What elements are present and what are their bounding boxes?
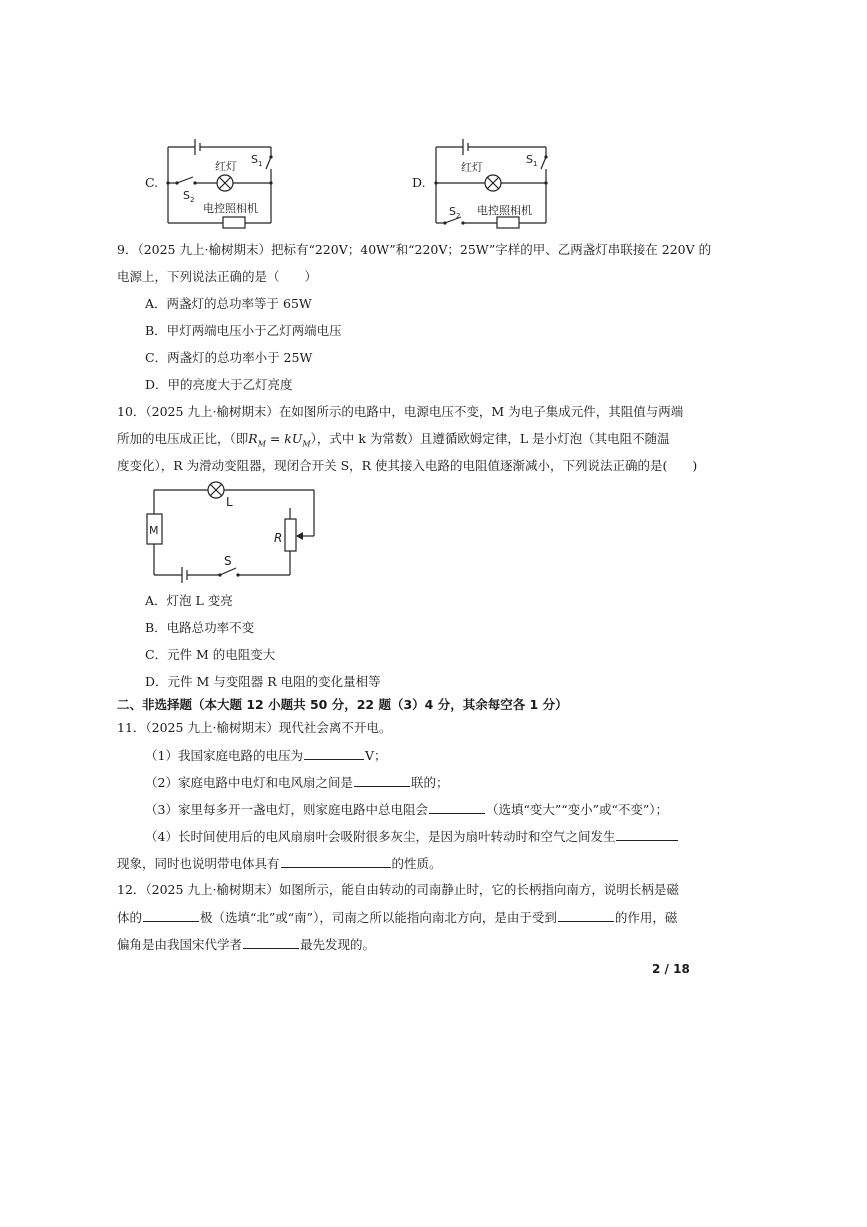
q10-formula: $R_M = kU_M$ (248, 431, 311, 449)
answer-blank[interactable] (143, 908, 199, 922)
q12-stem-line1: 12．（2025 九上·榆树期末）如图所示，能自由转动的司南静止时，它的长柄指向南方，说明长柄是磁 (117, 882, 679, 897)
answer-blank[interactable] (304, 746, 364, 760)
red-lamp-label: 红灯 (215, 160, 237, 173)
q9-option-d: D．甲的亮度大于乙灯亮度 (145, 377, 293, 392)
q9-option-c: C．两盏灯的总功率小于 25W (145, 350, 313, 365)
lamp-l-label: L (226, 495, 233, 509)
answer-blank[interactable] (243, 935, 299, 949)
q10-stem-line2 (117, 430, 670, 454)
q12-stem-line2: 体的 极（选填“北”或“南”），司南之所以能指向南北方向，是由于受到 的作用，磁 (117, 910, 678, 925)
option-d-label: D. (412, 175, 426, 190)
rheostat-r-label: R (274, 531, 283, 545)
q11-part2: （2）家庭电路中电灯和电风扇之间是 联的； (145, 775, 449, 790)
section-heading: 二、非选择题（本大题 12 小题共 50 分，22 题（3）4 分，其余每空各 1 分） (117, 697, 568, 712)
q11-stem: 11．（2025 九上·榆树期末）现代社会离不开电。 (117, 720, 392, 735)
q10-option-d: D．元件 M 与变阻器 R 电阻的变化量相等 (145, 674, 381, 689)
s2-sub: 2 (455, 212, 461, 220)
option-c-label: C. (145, 175, 159, 190)
q11-part3: （3）家里每多开一盏电灯，则家庭电路中总电阻会 （选填“变大”“变小”或“不变”）； (145, 802, 669, 817)
circuit-diagram-q10 (140, 478, 325, 583)
answer-blank[interactable] (354, 773, 410, 787)
q10-option-a: A．灯泡 L 变亮 (145, 593, 233, 608)
s1-label: S (526, 153, 533, 166)
s1-label: S (251, 153, 258, 166)
camera-label: 电控照相机 (477, 204, 532, 217)
circuit-diagram-d (433, 135, 553, 230)
camera-label: 电控照相机 (203, 202, 258, 215)
svg-text:S2 (449, 205, 460, 220)
element-m-label: M (149, 524, 159, 537)
q11-part1: （1）我国家庭电路的电压为 V； (145, 748, 387, 763)
svg-text:S1 (526, 153, 537, 168)
circuit-diagram-c (165, 135, 280, 230)
switch-s-label: S (224, 554, 232, 568)
s2-label: S (449, 205, 456, 218)
q9-option-a: A．两盏灯的总功率等于 65W (145, 296, 312, 311)
red-lamp-label: 红灯 (461, 161, 483, 174)
q11-part4-line2: 现象，同时也说明带电体具有 的性质。 (117, 856, 442, 871)
q10-stem-line1: 10．（2025 九上·榆树期末）在如图所示的电路中，电源电压不变，M 为电子集成元件，其阻值与两端 (117, 404, 684, 419)
q10-option-b: B．电路总功率不变 (145, 620, 255, 635)
svg-text:S1 (251, 153, 262, 168)
svg-text:S2 (183, 189, 194, 204)
q11-part4: （4）长时间使用后的电风扇扇叶会吸附很多灰尘，是因为扇叶转动时和空气之间发生 (145, 827, 679, 846)
q9-stem-line1: 9．（2025 九上·榆树期末）把标有“220V；40W”和“220V；25W”字样的甲、乙两盏灯串联接在 220V 的 (117, 242, 712, 257)
q10-line2-text-a: 所加的电压成正比，（即 (117, 431, 249, 446)
q9-stem-line2: 电源上，下列说法正确的是（ ） (117, 269, 318, 284)
s1-sub: 1 (532, 160, 538, 168)
s1-sub: 1 (257, 160, 263, 168)
answer-blank[interactable] (281, 854, 391, 868)
s2-label: S (183, 189, 190, 202)
answer-blank[interactable] (616, 827, 678, 841)
answer-blank[interactable] (558, 908, 614, 922)
q10-option-c: C．元件 M 的电阻变大 (145, 647, 276, 662)
s2-sub: 2 (189, 196, 195, 204)
answer-blank[interactable] (429, 800, 485, 814)
page-number: 2 / 18 (652, 962, 690, 976)
q10-line2-text-b: ），式中 k 为常数）且遵循欧姆定律，L 是小灯泡（其电阻不随温 (310, 431, 670, 446)
q12-stem-line3: 偏角是由我国宋代学者 最先发现的。 (117, 937, 376, 952)
q9-option-b: B．甲灯两端电压小于乙灯两端电压 (145, 323, 342, 338)
q10-stem-line3: 度变化），R 为滑动变阻器，现闭合开关 S，R 使其接入电路的电阻值逐渐减小，下列说法正确的是( ) (117, 458, 698, 473)
